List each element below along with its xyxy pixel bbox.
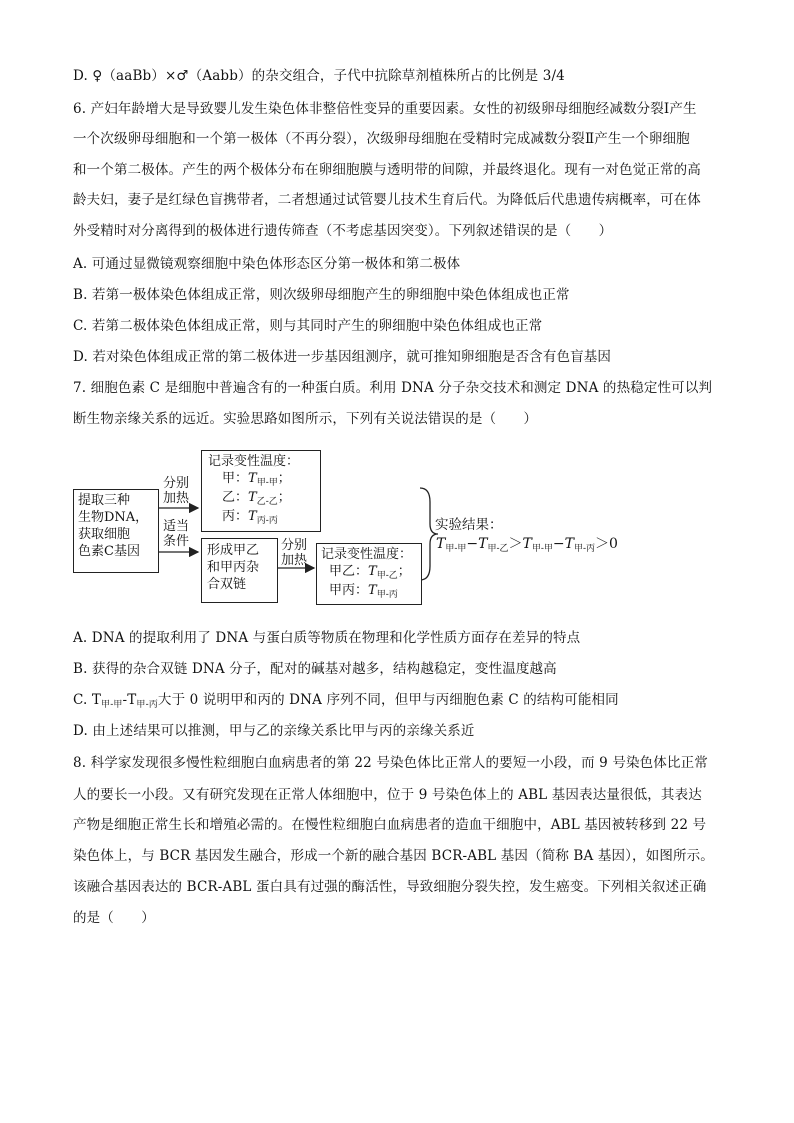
temp-subscript: 丙-丙: [256, 516, 278, 526]
formula-sub: 甲-甲: [531, 544, 553, 554]
option-c-sub: 甲-甲: [101, 700, 123, 710]
temp-symbol: T: [248, 471, 257, 486]
record-title: 记录变性温度：: [321, 547, 413, 562]
q8-stem-line-6: 的是（ ）: [73, 910, 155, 926]
heat-label-2: [274, 538, 314, 568]
formula-sub: 甲-丙: [573, 544, 596, 554]
q6-stem-line-4: 龄夫妇，妻子是红绿色盲携带者，二者想通过试管婴儿技术生育后代。为降低后代患遗传病概率，可在体: [73, 192, 701, 208]
q7-stem-line-2: 断生物亲缘关系的远近。实验思路如图所示，下列有关说法错误的是（ ）: [73, 411, 538, 427]
q8-stem-line-2: 人的要长一小段。又有研究发现在正常人体细胞中，位于 9 号染色体上的 ABL 基因表达量很低，其表达: [73, 787, 702, 803]
q7-stem-line-1: 7. 细胞色素 C 是细胞中普遍含有的一种蛋白质。利用 DNA 分子杂交技术和测定 DNA 的热稳定性可以判: [73, 380, 713, 396]
row-prefix: 甲乙：: [329, 564, 369, 579]
q8-stem-line-3: 产物是细胞正常生长和增殖必需的。在慢性粒细胞白血病患者的造血干细胞中，ABL 基因被转移到 22 号: [73, 817, 707, 833]
q6-stem-line-1: 6. 产妇年龄增大是导致婴儿发生染色体非整倍性变异的重要因素。女性的初级卵母细胞经减数分裂Ⅰ产生: [73, 101, 697, 117]
option-c-sub: 甲-丙: [136, 700, 158, 710]
formula-part: −T: [466, 536, 488, 552]
temp-symbol: T: [248, 490, 257, 505]
heat-label-text: 加热: [162, 491, 189, 506]
q7-option-b: B. 获得的杂合双链 DNA 分子，配对的碱基对越多，结构越稳定，变性温度越高: [73, 661, 557, 677]
condition-label-text: 适当: [162, 519, 189, 534]
q6-option-d: D. 若对染色体组成正常的第二极体进一步基因组测序，就可推知卵细胞是否含有色盲基因: [73, 349, 612, 365]
formula-part: ＞0: [595, 536, 618, 552]
temp-subscript: 甲-乙: [376, 571, 398, 581]
row-suffix: ；: [277, 490, 291, 505]
condition-label-text: 条件: [162, 534, 189, 549]
q8-stem-line-4: 染色体上，与 BCR 基因发生融合，形成一个新的融合基因 BCR-ABL 基因（简称 BA 基因），如图所示。: [73, 848, 714, 864]
extract-line: 色素C基因: [78, 544, 140, 559]
formula-part: −T: [552, 536, 574, 552]
heat-label-text: 分别: [280, 538, 307, 553]
result-label: 实验结果：: [435, 517, 503, 533]
row-suffix: ；: [397, 564, 411, 579]
q7-option-d: D. 由上述结果可以推测，甲与乙的亲缘关系比甲与丙的亲缘关系近: [73, 723, 475, 739]
record-row-jiayi: [321, 563, 421, 582]
row-prefix: 丙：: [222, 509, 249, 524]
q6-stem-line-5: 外受精时对分离得到的极体进行遗传筛查（不考虑基因突变）。下列叙述错误的是（ ）: [73, 223, 613, 239]
formula-part: T: [436, 536, 446, 552]
experiment-flow-diagram: [72, 444, 632, 609]
temp-subscript: 甲-甲: [256, 478, 278, 488]
temp-symbol: T: [368, 564, 377, 579]
temp-symbol: T: [248, 509, 257, 524]
record-temp-box-1: [201, 450, 321, 532]
hybrid-line: 和甲丙杂: [207, 560, 260, 575]
row-prefix: 甲：: [222, 471, 249, 486]
hybrid-line: 形成甲乙: [207, 543, 260, 558]
heat-label-text: 加热: [280, 553, 307, 568]
option-c-part: -T: [122, 692, 137, 708]
option-c-part: C. T: [73, 692, 102, 708]
row-suffix: ；: [277, 471, 291, 486]
record-title: 记录变性温度：: [208, 454, 300, 469]
q6-option-c: C. 若第二极体染色体组成正常，则与其同时产生的卵细胞中染色体组成也正常: [73, 318, 543, 334]
formula-part: T: [522, 536, 532, 552]
heat-label-text: 分别: [162, 476, 189, 491]
record-row-jia: [208, 470, 320, 489]
record-row-jiabing: [321, 582, 421, 601]
temp-subscript: 甲-丙: [376, 590, 398, 600]
heat-label-1: [158, 476, 194, 506]
q8-stem-line-1: 8. 科学家发现很多慢性粒细胞白血病患者的第 22 号染色体比正常人的要短一小段，而 9 号染色体比正常: [73, 755, 708, 771]
option-c-part: 大于 0 说明甲和丙的 DNA 序列不同，但甲与丙细胞色素 C 的结构可能相同: [157, 692, 619, 708]
record-row-bing: [208, 508, 320, 527]
extract-dna-box: [73, 489, 159, 573]
q6-option-b: B. 若第一极体染色体组成正常，则次级卵母细胞产生的卵细胞中染色体组成也正常: [73, 287, 570, 303]
hybrid-strand-box: [201, 538, 278, 603]
condition-label: [158, 519, 194, 549]
q8-stem-line-5: 该融合基因表达的 BCR-ABL 蛋白具有过强的酶活性，导致细胞分裂失控，发生癌变。下列相关叙述正确: [73, 879, 707, 895]
extract-line: 获取细胞: [78, 527, 131, 542]
result-formula: [436, 533, 618, 553]
temp-symbol: T: [368, 583, 377, 598]
hybrid-line: 合双链: [207, 577, 247, 592]
formula-sub: 甲-乙: [487, 544, 509, 554]
formula-sub: 甲-甲: [445, 544, 467, 554]
temp-subscript: 乙-乙: [256, 497, 278, 507]
q5-option-d: D. ♀（aaBb）×♂（Aabb）的杂交组合，子代中抗除草剂植株所占的比例是 3/4: [73, 68, 565, 84]
extract-line: 提取三种: [78, 493, 131, 508]
record-row-yi: [208, 489, 320, 508]
row-prefix: 乙：: [222, 490, 249, 505]
row-prefix: 甲丙：: [329, 583, 369, 598]
q7-option-a: A. DNA 的提取利用了 DNA 与蛋白质等物质在物理和化学性质方面存在差异的特点: [73, 630, 581, 646]
record-temp-box-2: [316, 543, 422, 605]
q7-option-c: [73, 690, 723, 712]
extract-line: 生物DNA，: [78, 510, 149, 525]
q6-stem-line-3: 和一个第二极体。产生的两个极体分布在卵细胞膜与透明带的间隙，并最终退化。现有一对色觉正常的高: [73, 162, 701, 178]
formula-part: ＞: [508, 536, 523, 552]
q6-stem-line-2: 一个次级卵母细胞和一个第一极体（不再分裂），次级卵母细胞在受精时完成减数分裂Ⅱ产生一个卵细胞: [73, 131, 690, 147]
q6-option-a: A. 可通过显微镜观察细胞中染色体形态区分第一极体和第二极体: [73, 256, 461, 272]
